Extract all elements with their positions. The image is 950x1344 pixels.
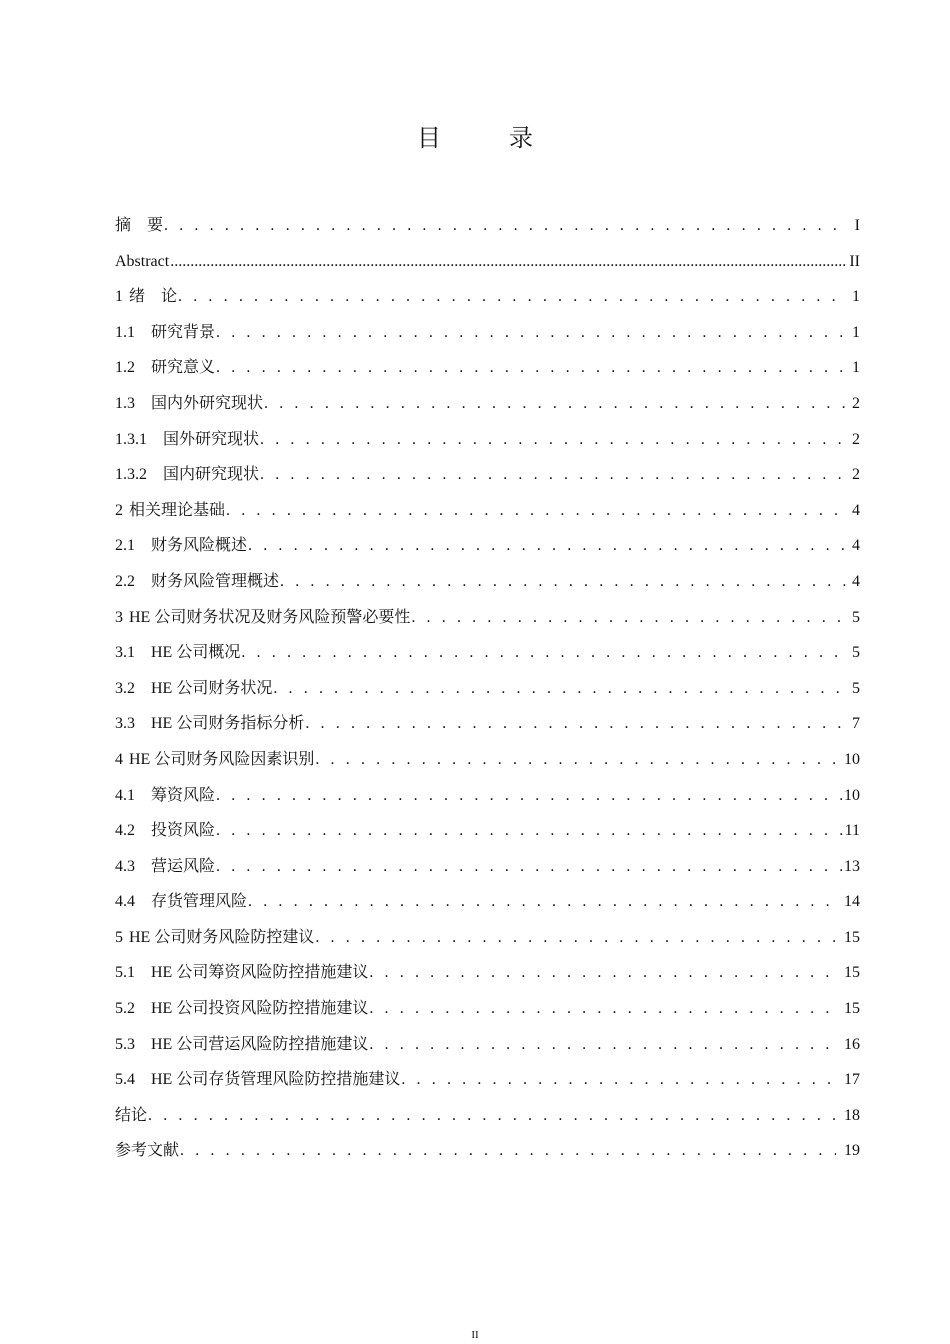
toc-section-number: 2.1: [115, 537, 135, 555]
toc-entry-label: [115, 279, 177, 315]
toc-dot-leader: [216, 315, 848, 351]
toc-section-number: 1.2: [115, 359, 135, 377]
toc-entry-label: [115, 457, 259, 493]
toc-entry-label: [115, 635, 240, 671]
toc-entry[interactable]: [115, 528, 860, 564]
toc-section-number: 4.1: [115, 786, 135, 804]
toc-page-number: 2: [852, 430, 860, 448]
page-title: 目 录: [417, 124, 555, 152]
toc-section-number: 2: [115, 501, 123, 519]
toc-entry-label: [115, 1027, 368, 1063]
toc-page-number: 11: [844, 822, 860, 840]
toc-section-title: 结论: [115, 1106, 148, 1124]
toc-entry[interactable]: [115, 457, 860, 493]
toc-entry-label: [115, 849, 215, 885]
toc-dot-leader: [260, 422, 842, 458]
toc-entry[interactable]: [115, 279, 860, 315]
toc-section-title: 存货管理风险: [151, 893, 248, 911]
toc-entry[interactable]: [115, 1062, 860, 1098]
toc-page-number: 2: [852, 394, 860, 412]
toc-dot-leader: [170, 244, 847, 280]
toc-page-number: 1: [852, 359, 860, 377]
toc-section-number: 3.2: [115, 679, 135, 697]
toc-section-number: 4.3: [115, 857, 135, 875]
toc-section-number: 3.3: [115, 715, 135, 733]
toc-page-number: 15: [844, 928, 860, 946]
toc-entry-label: [115, 244, 169, 280]
toc-entry-label: [115, 1062, 400, 1098]
toc-entry-label: [115, 315, 215, 351]
toc-section-number: 1: [115, 288, 123, 306]
toc-page-number: 15: [844, 1000, 860, 1018]
toc-page-number: 2: [852, 466, 860, 484]
toc-dot-leader: [411, 600, 848, 636]
toc-section-title: 摘 要: [115, 217, 164, 234]
toc-entry-label: [115, 920, 314, 956]
toc-dot-leader: [248, 884, 842, 920]
toc-section-title: 营运风险: [151, 857, 216, 875]
toc-entry-label: [115, 493, 225, 529]
toc-section-title: 投资风险: [151, 822, 216, 840]
toc-section-number: 4.2: [115, 822, 135, 840]
toc-page-number: 1: [852, 288, 860, 306]
toc-section-number: 4.4: [115, 893, 135, 911]
toc-page-number: 5: [852, 644, 860, 662]
toc-dot-leader: [369, 1027, 836, 1063]
toc-section-title: HE 公司存货管理风险防控措施建议: [151, 1071, 401, 1089]
toc-entry-label: [115, 813, 215, 849]
toc-entry-label: [115, 1098, 147, 1134]
toc-entry-label: [115, 564, 279, 600]
toc-dot-leader: [241, 635, 842, 671]
toc-section-title: HE 公司营运风险防控措施建议: [151, 1035, 369, 1053]
toc-entry-label: [115, 350, 215, 386]
toc-entry-label: [115, 600, 410, 636]
toc-section-number: 1.3: [115, 394, 135, 412]
toc-dot-leader: [369, 955, 836, 991]
toc-page-number: 7: [852, 715, 860, 733]
toc-section-title: HE 公司投资风险防控措施建议: [151, 1000, 369, 1018]
toc-section-number: 3: [115, 608, 123, 626]
toc-page-number: 15: [844, 964, 860, 982]
toc-dot-leader: [248, 528, 848, 564]
toc-page-number: 4: [852, 572, 860, 590]
toc-section-number: 3.1: [115, 644, 135, 662]
toc-dot-leader: [273, 671, 842, 707]
toc-entry[interactable]: [115, 991, 860, 1027]
toc-entry-label: [115, 742, 314, 778]
toc-page-number: 10: [844, 786, 860, 804]
toc-entry[interactable]: [115, 635, 860, 671]
toc-entry[interactable]: [115, 813, 860, 849]
toc-section-title: 研究背景: [151, 323, 216, 341]
toc-dot-leader: [216, 849, 842, 885]
toc-section-title: HE 公司财务风险防控建议: [129, 928, 315, 946]
toc-section-number: 4: [115, 750, 123, 768]
toc-entry[interactable]: [115, 350, 860, 386]
toc-page-number: 17: [844, 1071, 860, 1089]
toc-dot-leader: [280, 564, 848, 600]
toc-entry-label: [115, 208, 163, 244]
toc-dot-leader: [180, 1133, 836, 1169]
toc-page-number: 5: [852, 608, 860, 626]
toc-section-title: 绪 论: [129, 288, 178, 306]
toc-section-number: 5.1: [115, 964, 135, 982]
toc-section-title: 国外研究现状: [163, 430, 260, 448]
toc-entry[interactable]: [115, 778, 860, 814]
toc-page-number: 19: [844, 1142, 860, 1160]
toc-entry[interactable]: [115, 884, 860, 920]
toc-dot-leader: [216, 813, 843, 849]
toc-page-number: 14: [844, 893, 860, 911]
toc-entry[interactable]: [115, 1027, 860, 1063]
toc-page-number: I: [854, 217, 860, 234]
toc-entry[interactable]: [115, 564, 860, 600]
toc-entry-label: [115, 778, 215, 814]
toc-section-title: 国内外研究现状: [151, 394, 264, 412]
toc-dot-leader: [178, 279, 842, 315]
toc-page-number: 13: [844, 857, 860, 875]
toc-section-title: HE 公司筹资风险防控措施建议: [151, 964, 369, 982]
toc-section-title: 筹资风险: [151, 786, 216, 804]
toc-entry-label: [115, 991, 368, 1027]
toc-entry[interactable]: [115, 742, 860, 778]
toc-page-number: 16: [844, 1035, 860, 1053]
toc-entry[interactable]: [115, 386, 860, 422]
toc-entry[interactable]: [115, 955, 860, 991]
toc-section-title: HE 公司财务状况: [151, 679, 273, 697]
toc-page-number: 18: [844, 1106, 860, 1124]
toc-page-number: II: [849, 252, 860, 270]
toc-dot-leader: [315, 742, 842, 778]
toc-dot-leader: [401, 1062, 836, 1098]
table-of-contents: [115, 208, 860, 1169]
toc-section-title: 相关理论基础: [129, 501, 226, 519]
toc-section-number: 5.3: [115, 1035, 135, 1053]
toc-section-title: 财务风险概述: [151, 537, 248, 555]
toc-entry-label: [115, 884, 247, 920]
toc-dot-leader: [164, 208, 848, 244]
toc-entry[interactable]: [115, 422, 860, 458]
toc-section-title: HE 公司财务指标分析: [151, 715, 305, 733]
toc-section-title: 国内研究现状: [163, 466, 260, 484]
toc-entry[interactable]: [115, 920, 860, 956]
toc-section-number: 1.3.2: [115, 466, 147, 484]
toc-entry-label: [115, 706, 304, 742]
toc-entry[interactable]: [115, 849, 860, 885]
toc-entry[interactable]: [115, 671, 860, 707]
toc-section-number: 5.4: [115, 1071, 135, 1089]
toc-entry-label: [115, 1133, 179, 1169]
toc-entry[interactable]: [115, 315, 860, 351]
toc-dot-leader: [369, 991, 836, 1027]
toc-dot-leader: [216, 350, 848, 386]
toc-section-title: 研究意义: [151, 359, 216, 377]
toc-section-title: HE 公司财务风险因素识别: [129, 750, 315, 768]
toc-section-title: Abstract: [115, 252, 170, 270]
toc-page-number: 4: [852, 537, 860, 555]
toc-section-number: 2.2: [115, 572, 135, 590]
toc-page-number: 1: [852, 323, 860, 341]
toc-dot-leader: [305, 706, 842, 742]
toc-section-number: 5: [115, 928, 123, 946]
toc-entry[interactable]: [115, 1133, 860, 1169]
toc-section-title: 财务风险管理概述: [151, 572, 280, 590]
toc-entry-label: [115, 386, 263, 422]
toc-dot-leader: [315, 920, 842, 956]
toc-entry[interactable]: [115, 493, 860, 529]
toc-entry-label: [115, 422, 259, 458]
toc-entry-label: [115, 528, 247, 564]
toc-dot-leader: [216, 778, 842, 814]
toc-page-number: 10: [844, 750, 860, 768]
toc-entry[interactable]: [115, 244, 860, 280]
footer-page-number: II: [471, 1329, 479, 1341]
toc-dot-leader: [226, 493, 842, 529]
toc-dot-leader: [260, 457, 842, 493]
toc-entry[interactable]: [115, 706, 860, 742]
toc-dot-leader: [148, 1098, 836, 1134]
toc-section-title: HE 公司概况: [151, 644, 241, 662]
toc-entry[interactable]: [115, 1098, 860, 1134]
toc-section-number: 1.3.1: [115, 430, 147, 448]
toc-entry[interactable]: [115, 600, 860, 636]
toc-section-title: 参考文献: [115, 1142, 180, 1160]
toc-section-title: HE 公司财务状况及财务风险预警必要性: [129, 608, 411, 626]
toc-section-number: 1.1: [115, 323, 135, 341]
toc-page-number: 4: [852, 501, 860, 519]
toc-page-number: 5: [852, 679, 860, 697]
toc-section-number: 5.2: [115, 1000, 135, 1018]
toc-entry[interactable]: [115, 208, 860, 244]
toc-entry-label: [115, 955, 368, 991]
toc-dot-leader: [264, 386, 848, 422]
toc-entry-label: [115, 671, 272, 707]
